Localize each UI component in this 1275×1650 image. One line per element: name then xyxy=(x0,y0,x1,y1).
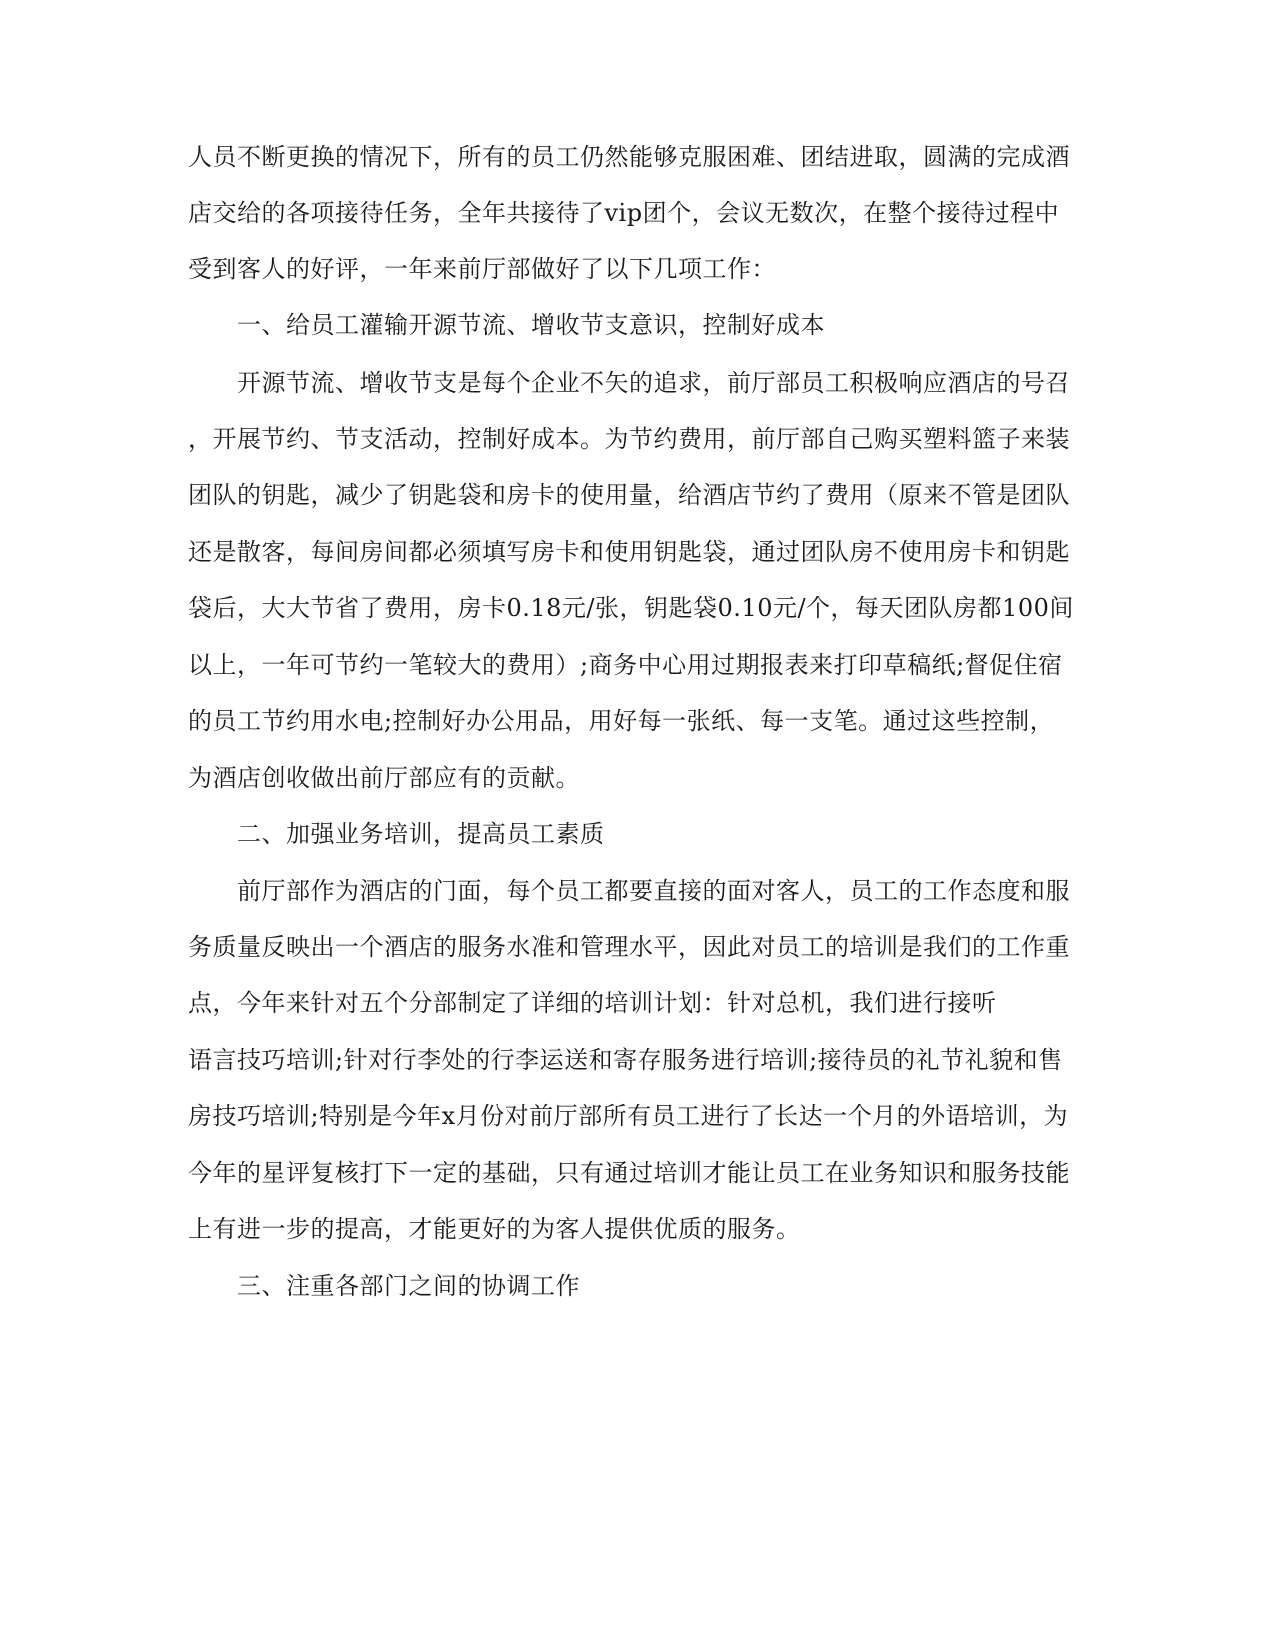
text-line: 房技巧培训;特别是今年x月份对前厅部所有员工进行了长达一个月的外语培训，为 xyxy=(188,1102,1069,1130)
text-line: 的员工节约用水电;控制好办公用品，用好每一张纸、每一支笔。通过这些控制， xyxy=(188,707,1055,735)
text-line: 语言技巧培训;针对行李处的行李运送和寄存服务进行培训;接待员的礼节礼貌和售 xyxy=(188,1046,1063,1074)
text-line: 务质量反映出一个酒店的服务水准和管理水平，因此对员工的培训是我们的工作重 xyxy=(188,933,1070,961)
text-line: 开源节流、增收节支是每个企业不矢的追求，前厅部员工积极响应酒店的号召 xyxy=(237,369,1070,397)
text-line: 袋后，大大节省了费用，房卡0.18元/张，钥匙袋0.10元/个，每天团队房都100间 xyxy=(188,594,1074,622)
text-line: 点，今年来针对五个分部制定了详细的培训计划：针对总机，我们进行接听 xyxy=(188,989,997,1017)
section-heading-3: 三、注重各部门之间的协调工作 xyxy=(237,1272,580,1300)
text-line: 受到客人的好评，一年来前厅部做好了以下几项工作： xyxy=(188,255,776,283)
text-line: 今年的星评复核打下一定的基础，只有通过培训才能让员工在业务知识和服务技能 xyxy=(188,1159,1070,1187)
text-line: 为酒店创收做出前厅部应有的贡献。 xyxy=(188,764,580,792)
section-heading-2: 二、加强业务培训，提高员工素质 xyxy=(237,820,605,848)
text-line: 以上，一年可节约一笔较大的费用）;商务中心用过期报表来打印草稿纸;督促住宿 xyxy=(188,651,1063,679)
text-line: 前厅部作为酒店的门面，每个员工都要直接的面对客人，员工的工作态度和服 xyxy=(237,877,1070,905)
text-line: 上有进一步的提高，才能更好的为客人提供优质的服务。 xyxy=(188,1215,801,1243)
text-line: ，开展节约、节支活动，控制好成本。为节约费用，前厅部自己购买塑料篮子来装 xyxy=(188,425,1070,453)
text-line: 店交给的各项接待任务，全年共接待了vip团个，会议无数次，在整个接待过程中 xyxy=(188,199,1060,227)
text-line: 还是散客，每间房间都必须填写房卡和使用钥匙袋，通过团队房不使用房卡和钥匙 xyxy=(188,538,1070,566)
text-line: 人员不断更换的情况下，所有的员工仍然能够克服困难、团结进取，圆满的完成酒 xyxy=(188,143,1070,171)
text-line: 团队的钥匙，减少了钥匙袋和房卡的使用量，给酒店节约了费用（原来不管是团队 xyxy=(188,481,1070,509)
section-heading-1: 一、给员工灌输开源节流、增收节支意识，控制好成本 xyxy=(237,311,825,339)
